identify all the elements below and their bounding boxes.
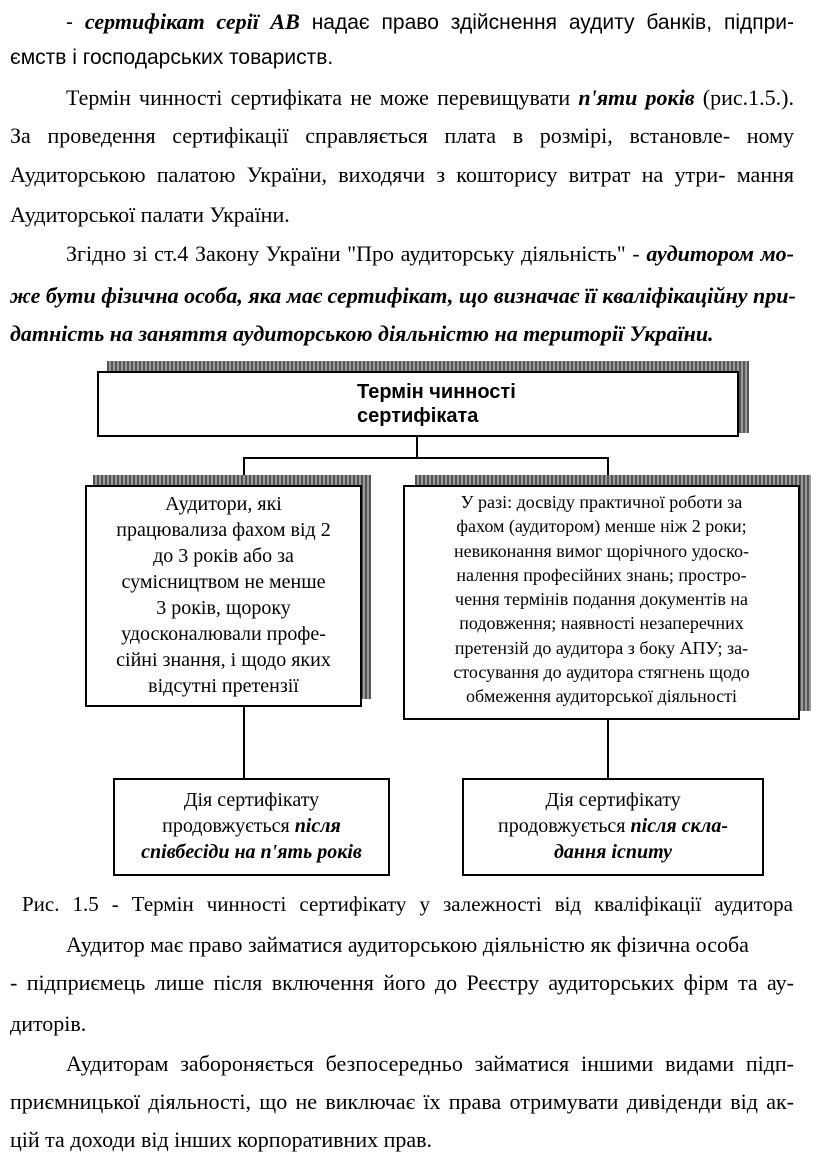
emphasis-exam: дання іспиту <box>553 841 673 863</box>
paragraph-5-line-2: приємницької діяльності, що не виключає їх права отримувати дивіденди від ак- <box>10 1089 794 1114</box>
paragraph-1-line-2: ємств і господарських товариств. <box>10 46 334 69</box>
connector-horizontal <box>243 457 609 459</box>
text: надає право здійснення аудиту банків, підпри- <box>299 11 795 34</box>
right-box-line: обмеження аудиторської діяльності <box>465 686 738 707</box>
bottom-right-box-extended-exam <box>462 778 764 876</box>
paragraph-2-line-1 <box>66 85 794 111</box>
right-box-line: подовження; наявності незаперечних <box>459 613 744 634</box>
top-box-line: сертифіката <box>357 405 479 427</box>
left-box-line: відсутні претензії <box>148 675 299 697</box>
text: (рис.1.5.). <box>694 85 794 110</box>
left-box-line: 3 років, щороку <box>156 597 291 619</box>
right-box-line: невиконання вимог щорічного удоско- <box>454 540 749 561</box>
paragraph-2-line-3: Аудиторською палатою України, виходячи з кошторису витрат на утри- мання <box>10 162 794 187</box>
paragraph-3-line-2: же бути фізична особа, яка має сертифікат, що визначає її кваліфікаційну при- <box>10 283 796 308</box>
emphasis-interview-five-years: співбесіди на п'ять років <box>141 841 362 863</box>
left-box-line: Аудитори, які <box>165 493 282 515</box>
left-box-line: сумісництвом не менше <box>121 571 326 593</box>
bottom-right-line <box>464 813 762 839</box>
paragraph-5-line-1: Аудиторам забороняється безпосередньо займатися іншими видами підп- <box>66 1051 794 1076</box>
left-box-line: працювализа фахом від 2 <box>116 519 331 541</box>
right-box-line: У разі: досвіду практичної роботи за <box>460 492 743 512</box>
emphasis-certificate-series: сертифікат серії АВ <box>84 9 300 34</box>
connector-left-bottom <box>243 707 245 779</box>
top-box-validity-term <box>97 371 739 437</box>
paragraph-2-line-4: Аудиторської палати України. <box>10 202 290 227</box>
paragraph-4-line-1: Аудитор має право займатися аудиторською діяльністю як фізична особа <box>66 932 749 957</box>
emphasis-after-passing: після скла- <box>630 815 728 837</box>
emphasis-definition: аудитором мо- <box>646 241 794 266</box>
bottom-left-line <box>115 813 388 839</box>
right-box-line: фахом (аудитором) менше ніж 2 роки; <box>456 516 747 537</box>
top-box-line: Термін чинності <box>357 381 516 403</box>
paragraph-5-line-3: цій та доходи від інших корпоративних прав. <box>10 1127 433 1152</box>
connector-right-bottom <box>607 720 609 779</box>
paragraph-4-line-2: - підприємець лише після включення його до Реєстру аудиторських фірм та ау- <box>10 970 794 995</box>
connector-vertical-top <box>416 437 418 458</box>
left-box-line: удосконалювали профе- <box>121 623 326 645</box>
paragraph-2-line-2: За проведення сертифікації справляється плата в розмірі, встановле- ному <box>10 123 794 148</box>
paragraph-1-line-1 <box>66 9 794 36</box>
emphasis-after: після <box>294 815 341 837</box>
left-box-qualified-auditors <box>85 485 362 707</box>
text: продовжується <box>162 815 295 837</box>
text: Згідно зі ст.4 Закону України "Про аудиторську діяльність" - <box>66 241 647 266</box>
text: Термін чинності сертифіката не може перевищувати <box>66 85 579 110</box>
text: продовжується <box>498 815 631 837</box>
right-box-line: претензій до аудитора з боку АПУ; за- <box>454 637 749 658</box>
left-box-line: сійні знання, і щодо яких <box>116 649 331 671</box>
figure-caption: Рис. 1.5 - Термін чинності сертифікату у залежності від кваліфікації аудитора <box>22 892 793 916</box>
paragraph-4-line-3: диторів. <box>10 1011 87 1036</box>
right-box-exceptions <box>403 485 800 720</box>
paragraph-3-line-3: датність на заняття аудиторською діяльністю на території України. <box>10 321 714 346</box>
bottom-right-line: Дія сертифікату <box>545 789 681 811</box>
emphasis-five-years: п'яти років <box>578 85 695 110</box>
bottom-left-box-extended-interview <box>113 778 390 876</box>
paragraph-3-line-1 <box>66 241 794 267</box>
right-box-line: налення професійних знань; простро- <box>456 564 747 585</box>
left-box-line: до 3 років або за <box>153 545 294 567</box>
right-box-line: чення термінів подання документів на <box>455 589 748 610</box>
dash: - <box>66 11 85 34</box>
right-box-line: стосування до аудитора стягнень щодо <box>453 662 750 683</box>
bottom-left-line: Дія сертифікату <box>183 789 320 811</box>
